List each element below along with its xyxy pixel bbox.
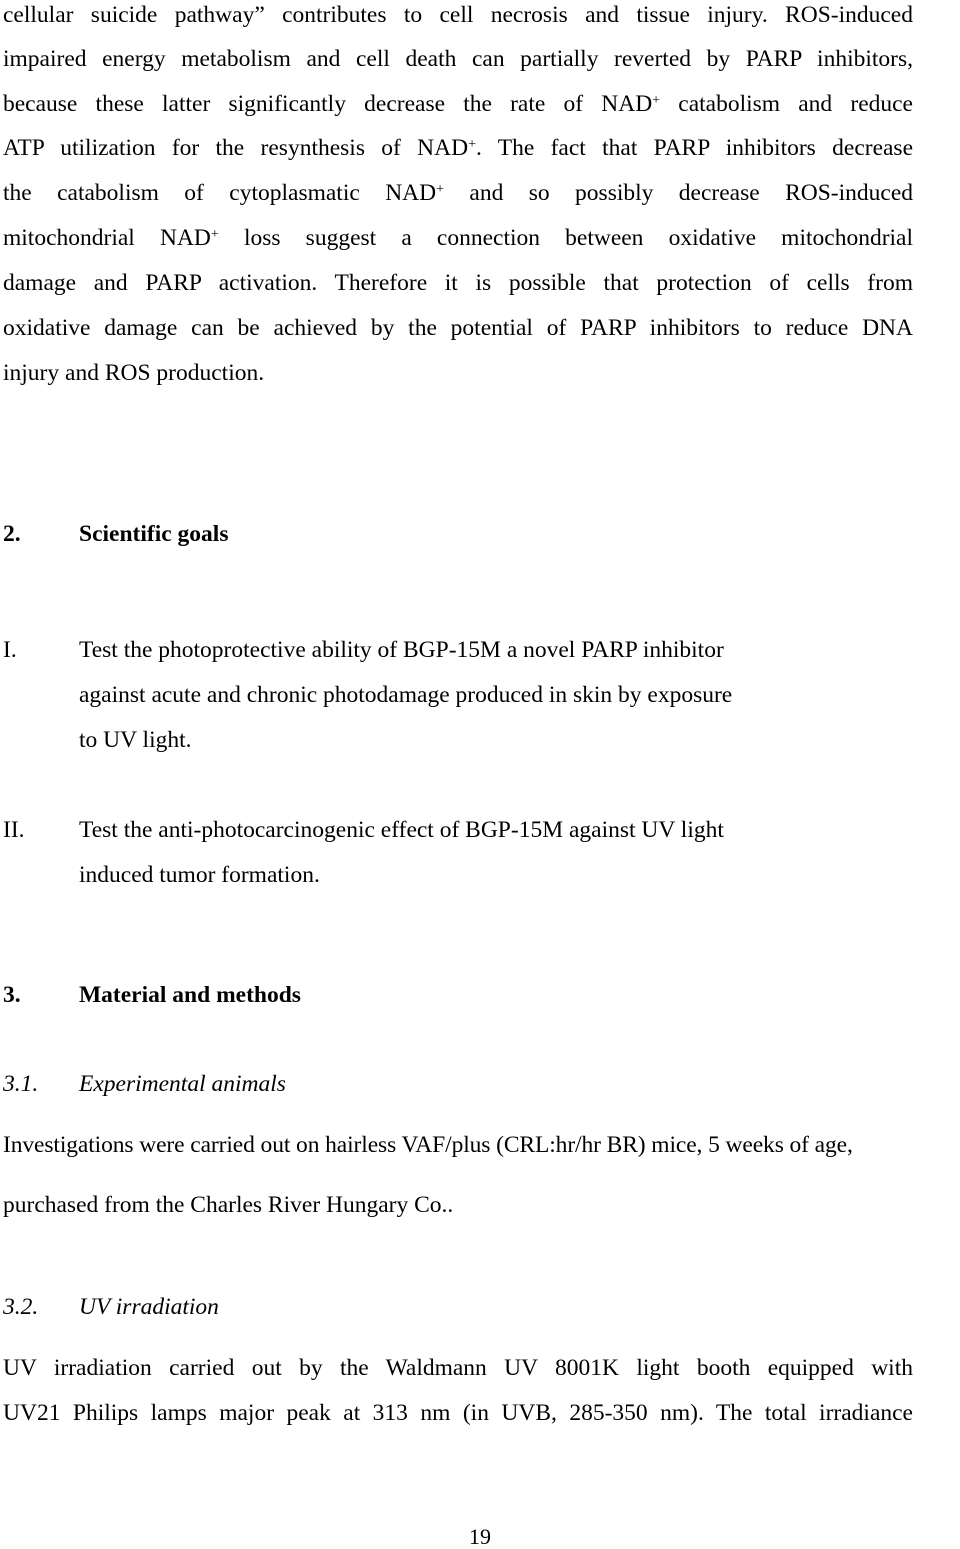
intro-line-5: the catabolism of cytoplasmatic NAD+ and so possibly decrease ROS-induced: [3, 180, 914, 206]
subsection-3-2-line-1: UV irradiation carried out by the Waldmann UV 8001K light booth equipped with: [3, 1355, 913, 1381]
intro-line-2: impaired energy metabolism and cell death can partially reverted by PARP inhibitors,: [3, 46, 913, 72]
page-number: 19: [469, 1524, 491, 1549]
intro-line-8: oxidative damage can be achieved by the potential of PARP inhibitors to reduce DNA: [3, 315, 913, 341]
intro-line-4: ATP utilization for the resynthesis of NAD+. The fact that PARP inhibitors decrease: [3, 135, 914, 161]
goal-1-line-1: Test the photoprotective ability of BGP-15M a novel PARP inhibitor: [79, 637, 724, 663]
section-3-title: Material and methods: [79, 982, 301, 1008]
superscript-plus: +: [468, 137, 476, 152]
goal-1-line-3: to UV light.: [79, 727, 192, 753]
subsection-3-2-number: 3.2.: [3, 1294, 39, 1320]
goal-2-line-1: Test the anti-photocarcinogenic effect of BGP-15M against UV light: [79, 817, 724, 843]
subsection-3-1-title: Experimental animals: [79, 1071, 286, 1097]
subsection-3-2-title: UV irradiation: [79, 1294, 219, 1320]
goal-1-marker: I.: [3, 637, 17, 663]
goal-2-line-2: induced tumor formation.: [79, 862, 320, 888]
section-2-title: Scientific goals: [79, 521, 229, 547]
subsection-3-1-line-2: purchased from the Charles River Hungary Co..: [3, 1192, 454, 1218]
intro-line-3: because these latter significantly decrease the rate of NAD+ catabolism and reduce: [3, 91, 913, 117]
section-2-number: 2.: [3, 521, 21, 547]
goal-1-line-2: against acute and chronic photodamage produced in skin by exposure: [79, 682, 733, 708]
superscript-plus: +: [210, 227, 219, 242]
superscript-plus: +: [436, 182, 445, 197]
intro-line-9: injury and ROS production.: [3, 360, 265, 386]
superscript-plus: +: [652, 93, 661, 108]
subsection-3-1-line-1: Investigations were carried out on hairless VAF/plus (CRL:hr/hr BR) mice, 5 weeks of age,: [3, 1132, 853, 1158]
section-3-number: 3.: [3, 982, 21, 1008]
intro-line-6: mitochondrial NAD+ loss suggest a connection between oxidative mitochondrial: [3, 225, 914, 251]
goal-2-marker: II.: [3, 817, 25, 843]
subsection-3-1-number: 3.1.: [3, 1071, 39, 1097]
intro-line-7: damage and PARP activation. Therefore it is possible that protection of cells from: [3, 270, 913, 296]
intro-line-1: cellular suicide pathway” contributes to cell necrosis and tissue injury. ROS-induced: [3, 2, 913, 28]
subsection-3-2-line-2: UV21 Philips lamps major peak at 313 nm (in UVB, 285-350 nm). The total irradiance: [3, 1400, 913, 1426]
